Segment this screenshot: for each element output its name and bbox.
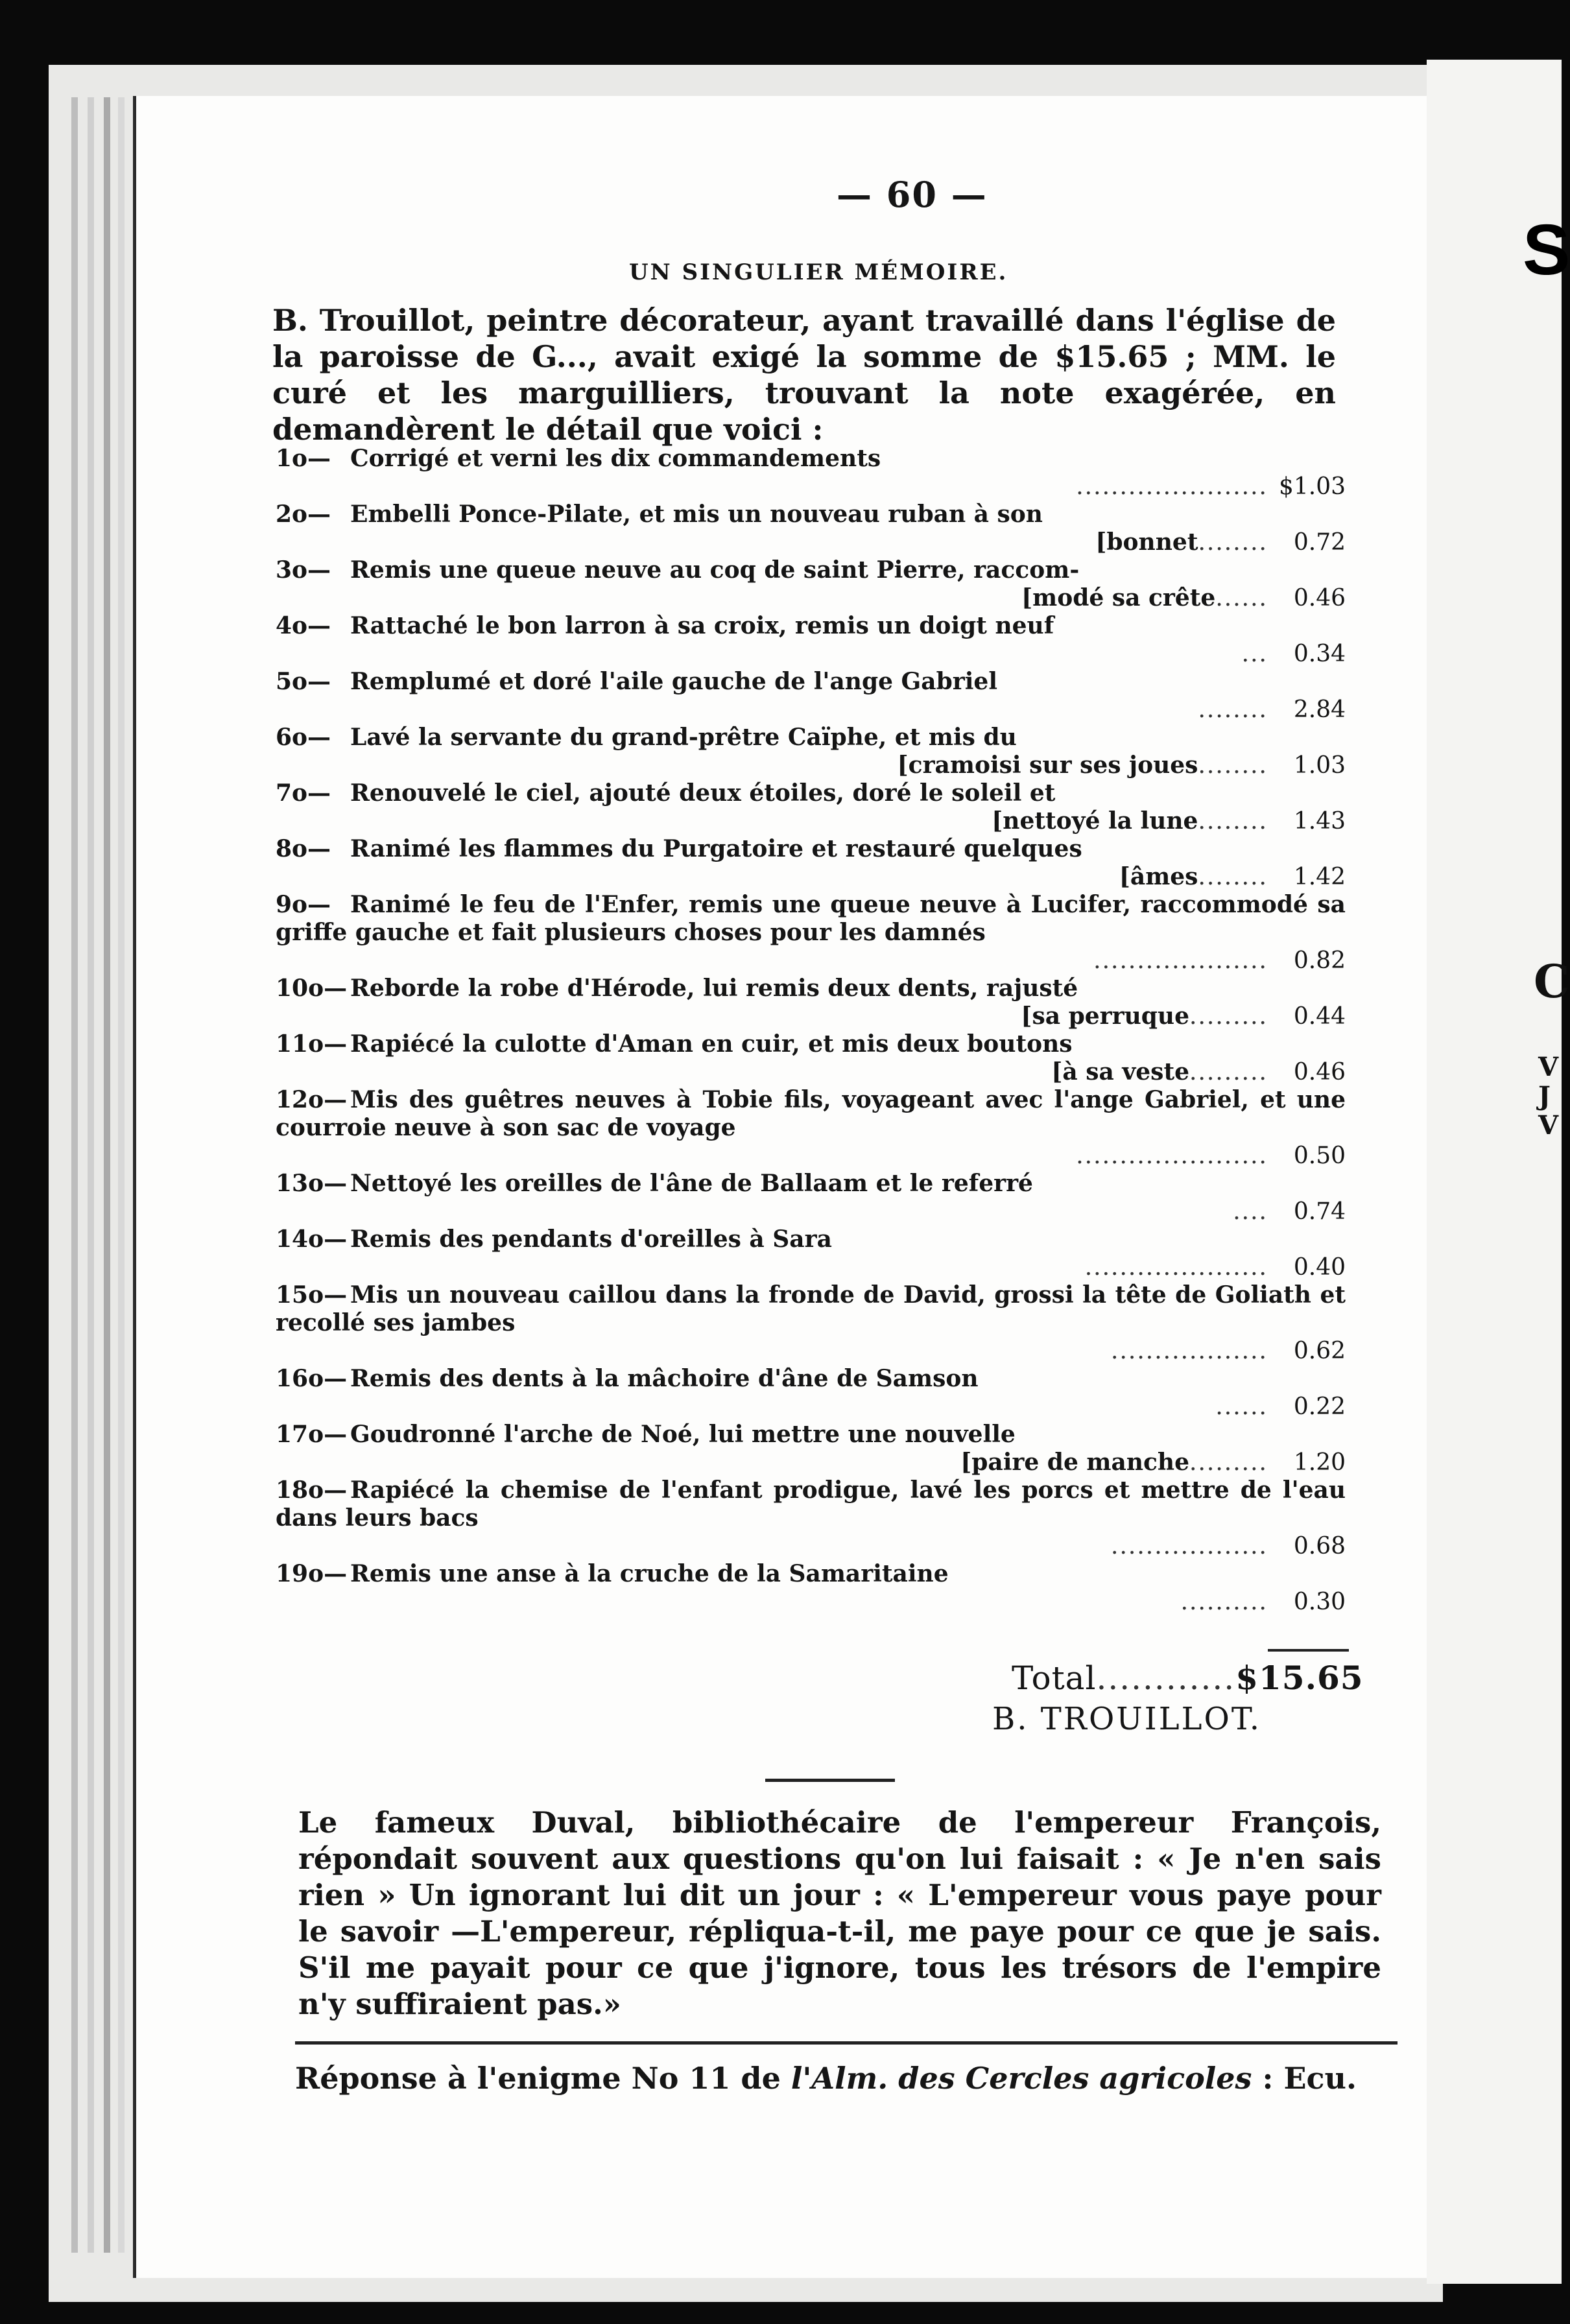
- item-price-line: [276, 1058, 1346, 1086]
- item-description: Mis un nouveau caillou dans la fronde de David, grossi la tête de Goliath et recollé ses jambes: [276, 1281, 1346, 1336]
- item-number: 8o—: [276, 835, 331, 862]
- item-continuation: [cramoisi sur ses joues: [897, 752, 1198, 779]
- total-label: Total: [1012, 1659, 1097, 1697]
- item-dots: ....: [1233, 1198, 1268, 1225]
- page-edge-strip: [88, 97, 94, 2253]
- item-dots: ........: [1198, 864, 1268, 890]
- item-price-line: [276, 528, 1346, 556]
- invoice-item: [276, 1226, 1346, 1281]
- item-line: [276, 501, 1346, 528]
- item-price-line: [276, 1002, 1346, 1030]
- item-line: [276, 668, 1346, 696]
- item-line: [276, 1086, 1346, 1142]
- item-description: Remplumé et doré l'aile gauche de l'ange Gabriel: [350, 668, 998, 695]
- intro-paragraph: [272, 302, 1336, 447]
- item-price-line: [276, 807, 1346, 835]
- invoice-item: [276, 1086, 1346, 1170]
- item-line: [276, 975, 1346, 1002]
- item-price: 1.42: [1293, 864, 1346, 890]
- facing-page-letter: S: [1523, 210, 1570, 290]
- item-description: Ranimé les flammes du Purgatoire et restauré quelques: [350, 835, 1082, 862]
- item-description: Rapiécé la culotte d'Aman en cuir, et mis deux boutons: [350, 1030, 1073, 1058]
- item-price: 0.74: [1293, 1198, 1346, 1225]
- item-price: 0.22: [1293, 1393, 1346, 1420]
- invoice-item: [276, 556, 1346, 612]
- item-price-line: [276, 1198, 1346, 1226]
- item-price-line: [276, 584, 1346, 612]
- invoice-item: [276, 445, 1346, 501]
- page-edge-strip: [104, 97, 110, 2253]
- item-continuation: [bonnet: [1095, 528, 1198, 556]
- item-continuation: [sa perruque: [1021, 1002, 1189, 1030]
- item-number: 2o—: [276, 501, 331, 528]
- item-description: Nettoyé les oreilles de l'âne de Ballaam et le referré: [350, 1170, 1033, 1197]
- item-number: 14o—: [276, 1226, 348, 1253]
- item-line: [276, 1421, 1346, 1449]
- item-dots: ..................: [1111, 1533, 1268, 1559]
- item-price-line: [276, 1588, 1346, 1616]
- item-number: 15o—: [276, 1281, 348, 1309]
- item-dots: ...: [1241, 641, 1268, 667]
- item-dots: ......: [1215, 585, 1268, 611]
- item-line: [276, 1365, 1346, 1393]
- item-price-line: [276, 696, 1346, 724]
- facing-page-glyph: J: [1538, 1081, 1551, 1111]
- item-continuation: [paire de manche: [960, 1449, 1189, 1476]
- book-page: [133, 96, 1475, 2278]
- item-price-line: [276, 947, 1346, 975]
- item-price: 0.40: [1293, 1254, 1346, 1281]
- invoice-items: [276, 445, 1346, 1616]
- item-dots: ..........: [1180, 1589, 1268, 1615]
- item-description: Remis des dents à la mâchoire d'âne de Samson: [350, 1365, 979, 1392]
- item-number: 13o—: [276, 1170, 348, 1197]
- item-number: 7o—: [276, 779, 331, 807]
- item-price-line: [276, 752, 1346, 779]
- item-description: Embelli Ponce-Pilate, et mis un nouveau ruban à son: [350, 501, 1043, 528]
- invoice-item: [276, 1281, 1346, 1365]
- item-line: [276, 1226, 1346, 1253]
- item-description: Reborde la robe d'Hérode, lui remis deux dents, rajusté: [350, 975, 1078, 1002]
- answer-prefix: Réponse à l'enigme No 11 de: [295, 2061, 791, 2096]
- item-line: [276, 1476, 1346, 1532]
- item-description: Corrigé et verni les dix commandements: [350, 445, 881, 472]
- item-dots: .........: [1189, 1003, 1268, 1030]
- invoice-item: [276, 1030, 1346, 1086]
- item-price: 0.62: [1293, 1338, 1346, 1364]
- item-price: 0.30: [1293, 1589, 1346, 1615]
- invoice-item: [276, 1365, 1346, 1421]
- facing-page-fragment: [1427, 60, 1570, 2284]
- facing-page-glyph: V: [1538, 1052, 1559, 1082]
- invoice-item: [276, 891, 1346, 975]
- item-price: 1.03: [1293, 752, 1346, 779]
- answer-suffix: : Ecu.: [1252, 2061, 1357, 2096]
- invoice-item: [276, 501, 1346, 556]
- answer-source: l'Alm. des Cercles agricoles: [791, 2061, 1252, 2096]
- item-price-line: [276, 640, 1346, 668]
- item-continuation: [âmes: [1119, 863, 1198, 890]
- invoice-item: [276, 724, 1346, 779]
- item-dots: ......................: [1076, 473, 1268, 500]
- invoice-item: [276, 835, 1346, 891]
- item-number: 10o—: [276, 975, 348, 1002]
- item-number: 1o—: [276, 445, 331, 472]
- invoice-item: [276, 1421, 1346, 1476]
- item-dots: .....................: [1084, 1254, 1268, 1281]
- item-price: 0.50: [1293, 1143, 1346, 1169]
- invoice-item: [276, 668, 1346, 724]
- invoice-item: [276, 612, 1346, 668]
- item-dots: ......: [1215, 1393, 1268, 1420]
- invoice-item: [276, 975, 1346, 1030]
- total-value: $15.65: [1235, 1659, 1364, 1697]
- item-line: [276, 1170, 1346, 1198]
- item-price-line: [276, 1142, 1346, 1170]
- item-description: Lavé la servante du grand-prêtre Caïphe, et mis du: [350, 724, 1017, 751]
- item-line: [276, 1030, 1346, 1058]
- item-price: 0.46: [1293, 585, 1346, 611]
- riddle-answer: [295, 2061, 1357, 2096]
- item-number: 12o—: [276, 1086, 348, 1113]
- item-dots: ..................: [1111, 1338, 1268, 1364]
- item-dots: ........: [1198, 696, 1268, 723]
- signature: B. TROUILLOT.: [992, 1701, 1262, 1737]
- item-number: 4o—: [276, 612, 331, 639]
- item-number: 11o—: [276, 1030, 348, 1058]
- section-divider: [765, 1779, 895, 1782]
- total-dots: ............: [1096, 1659, 1236, 1697]
- item-price: 0.44: [1293, 1003, 1346, 1030]
- item-dots: .........: [1189, 1449, 1268, 1476]
- page-edge-strip: [118, 97, 125, 2253]
- item-description: Rattaché le bon larron à sa croix, remis un doigt neuf: [350, 612, 1054, 639]
- item-line: [276, 724, 1346, 752]
- item-dots: ....................: [1093, 947, 1268, 974]
- item-number: 17o—: [276, 1421, 348, 1448]
- item-number: 6o—: [276, 724, 331, 751]
- item-description: Rapiécé la chemise de l'enfant prodigue, lavé les porcs et mettre de l'eau dans leurs bacs: [276, 1476, 1346, 1532]
- footer-rule: [295, 2041, 1398, 2045]
- item-price: 1.20: [1293, 1449, 1346, 1476]
- item-line: [276, 835, 1346, 863]
- invoice-item: [276, 1560, 1346, 1616]
- page-number: — 60 —: [837, 174, 988, 215]
- item-line: [276, 612, 1346, 640]
- item-description: Goudronné l'arche de Noé, lui mettre une nouvelle: [350, 1421, 1016, 1448]
- item-price-line: [276, 1393, 1346, 1421]
- item-line: [276, 1281, 1346, 1337]
- item-price: 0.82: [1293, 947, 1346, 974]
- item-number: 9o—: [276, 891, 331, 918]
- total-line: [1012, 1659, 1364, 1697]
- item-line: [276, 445, 1346, 473]
- item-price-line: [276, 1532, 1346, 1560]
- item-description: Remis une anse à la cruche de la Samaritaine: [350, 1560, 949, 1587]
- intro-text: peintre décorateur, ayant travaillé dans l'église de la paroisse de G..., avait exigé la somme de $15.65 ; MM. le curé et les marguilliers, trouvant la note exagérée, en demandèrent le détail que voici :: [272, 303, 1336, 447]
- item-dots: .........: [1189, 1059, 1268, 1085]
- item-line: [276, 556, 1346, 584]
- item-price: 0.34: [1293, 641, 1346, 667]
- item-description: Remis des pendants d'oreilles à Sara: [350, 1226, 832, 1253]
- section-title: UN SINGULIER MÉMOIRE.: [629, 259, 1008, 285]
- item-line: [276, 779, 1346, 807]
- item-dots: ......................: [1076, 1143, 1268, 1169]
- item-dots: ........: [1198, 808, 1268, 835]
- item-price: 0.46: [1293, 1059, 1346, 1085]
- item-price: 0.72: [1293, 529, 1346, 556]
- intro-lead: B. Trouillot,: [272, 303, 475, 338]
- item-continuation: [nettoyé la lune: [992, 807, 1198, 835]
- item-number: 19o—: [276, 1560, 348, 1587]
- item-continuation: [modé sa crête: [1021, 584, 1216, 611]
- page-edge-strip: [71, 97, 78, 2253]
- facing-page-glyph: V: [1538, 1110, 1559, 1141]
- item-price-line: [276, 1449, 1346, 1476]
- item-number: 3o—: [276, 556, 331, 584]
- total-rule: [1268, 1649, 1349, 1652]
- invoice-item: [276, 779, 1346, 835]
- item-description: Remis une queue neuve au coq de saint Pierre, raccom-: [350, 556, 1080, 584]
- invoice-item: [276, 1170, 1346, 1226]
- item-price: $1.03: [1278, 473, 1346, 500]
- item-price: 1.43: [1293, 808, 1346, 835]
- item-number: 16o—: [276, 1365, 348, 1392]
- item-number: 5o—: [276, 668, 331, 695]
- facing-page-glyph: C: [1534, 954, 1570, 1008]
- item-price-line: [276, 473, 1346, 501]
- item-price-line: [276, 1253, 1346, 1281]
- item-description: Renouvelé le ciel, ajouté deux étoiles, doré le soleil et: [350, 779, 1056, 807]
- item-price-line: [276, 1337, 1346, 1365]
- item-dots: ........: [1198, 529, 1268, 556]
- item-price: 2.84: [1293, 696, 1346, 723]
- item-line: [276, 891, 1346, 947]
- item-price-line: [276, 863, 1346, 891]
- item-line: [276, 1560, 1346, 1588]
- item-dots: ........: [1198, 752, 1268, 779]
- item-description: Ranimé le feu de l'Enfer, remis une queue neuve à Lucifer, raccommodé sa griffe gauche et fait plusieurs choses pour les damnés: [276, 891, 1346, 946]
- item-price: 0.68: [1293, 1533, 1346, 1559]
- item-number: 18o—: [276, 1476, 348, 1504]
- item-description: Mis des guêtres neuves à Tobie fils, voyageant avec l'ange Gabriel, et une courroie neuve à son sac de voyage: [276, 1086, 1346, 1141]
- anecdote-paragraph: Le fameux Duval, bibliothécaire de l'empereur François, répondait souvent aux questions qu'on lui faisait : « Je n'en sais rien » Un ignorant lui dit un jour : « L'empereur vous paye pour le savoir —L'empereur, répliqua-t-il, me paye pour ce que je sais. S'il me payait pour ce que j'ignore, tous les trésors de l'empire n'y suffiraient pas.»: [298, 1805, 1381, 2021]
- item-continuation: [à sa veste: [1051, 1058, 1189, 1085]
- invoice-item: [276, 1476, 1346, 1560]
